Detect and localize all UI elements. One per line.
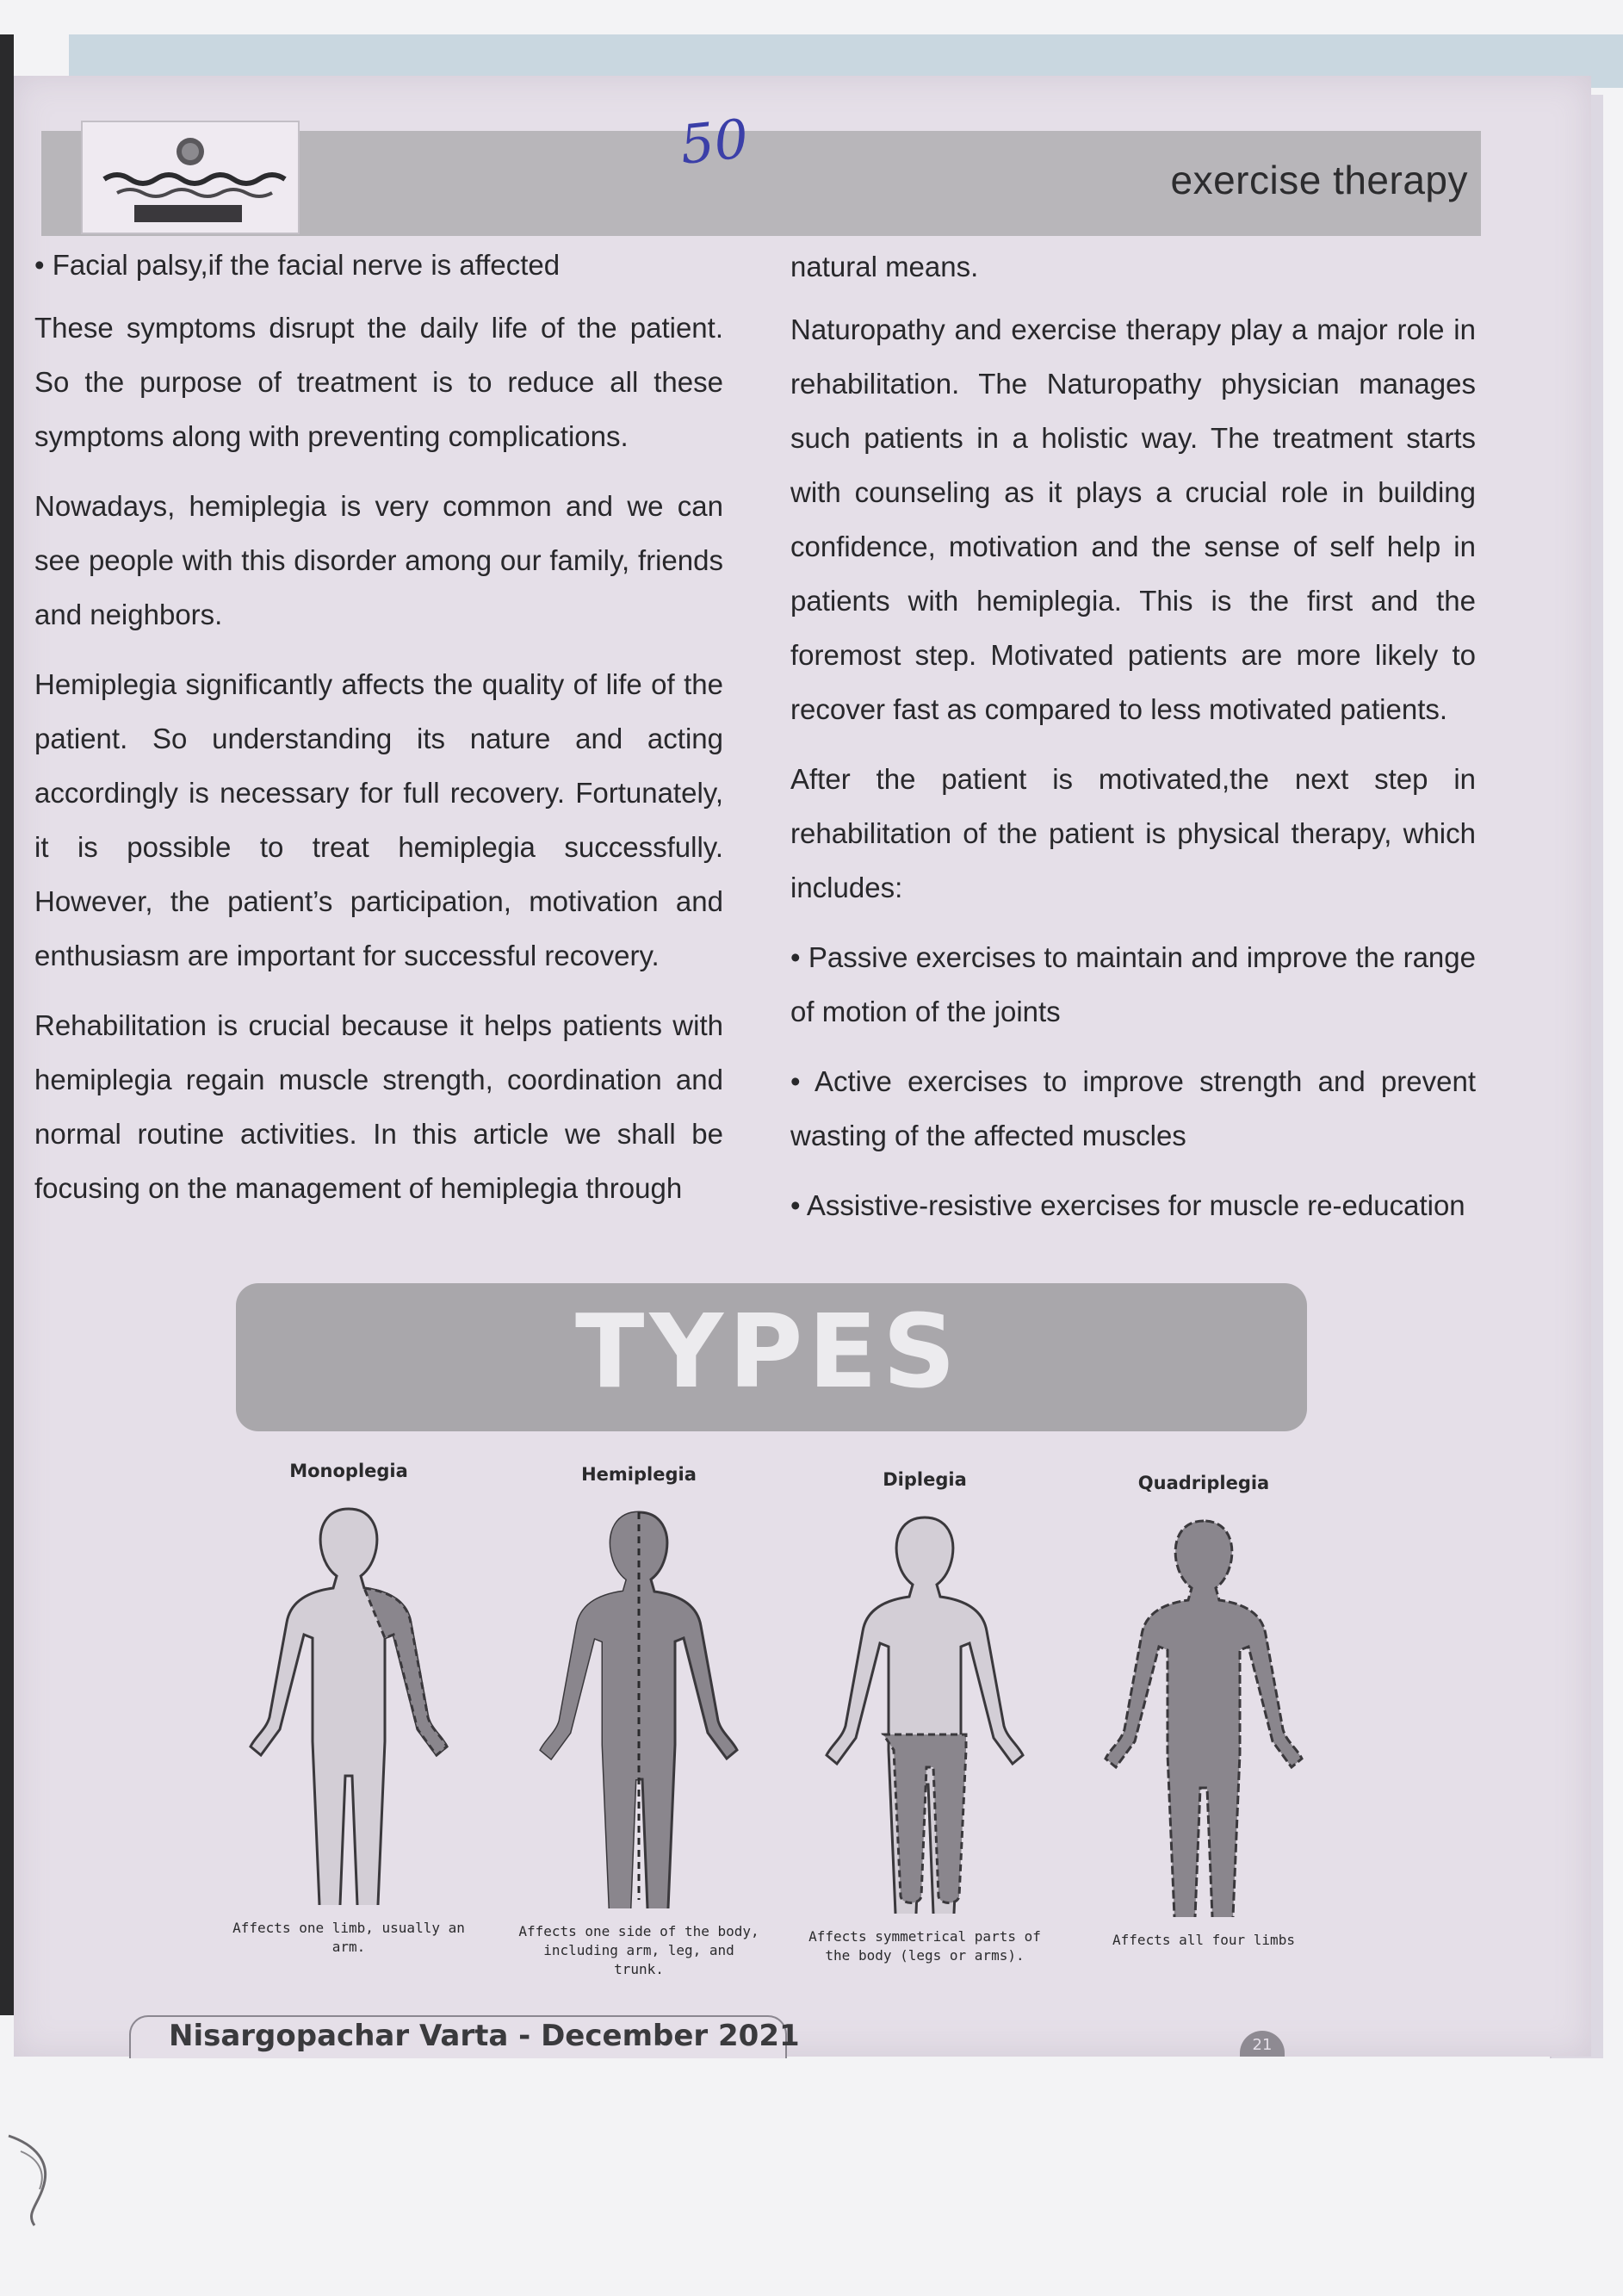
figure-caption: Affects symmetrical parts of the body (legs or arms). bbox=[808, 1928, 1041, 1964]
figure-caption: Affects all four limbs bbox=[1112, 1932, 1295, 1948]
paper-curl-icon bbox=[0, 2127, 95, 2231]
body-diagram-monoplegia bbox=[237, 1500, 461, 1905]
section-title: exercise therapy bbox=[1170, 158, 1468, 202]
body-diagram-hemiplegia bbox=[527, 1504, 751, 1908]
list-item: • Active exercises to improve strength and prevent wasting of the affected muscles bbox=[790, 1054, 1476, 1163]
list-item: • Passive exercises to maintain and improve the range of motion of the joints bbox=[790, 930, 1476, 1039]
body-diagram-diplegia bbox=[813, 1509, 1037, 1914]
page-number: 21 bbox=[1240, 2031, 1285, 2057]
publication-footer: Nisargopachar Varta - December 2021 bbox=[169, 2019, 800, 2053]
paragraph: Nowadays, hemiplegia is very common and we can see people with this disorder among our family, friends and neighbors. bbox=[34, 490, 723, 630]
figure-label: Hemiplegia bbox=[581, 1464, 697, 1485]
figure-label: Monoplegia bbox=[289, 1461, 408, 1481]
figure-caption: Affects one limb, usually an arm. bbox=[232, 1920, 465, 1955]
types-title: TYPES bbox=[575, 1292, 962, 1411]
figure-monoplegia bbox=[228, 1461, 469, 1957]
list-item: • Assistive-resistive exercises for muscle re-education bbox=[790, 1178, 1476, 1232]
figure-quadriplegia bbox=[1083, 1473, 1324, 1950]
figure-caption: Affects one side of the body, including arm, leg, and trunk. bbox=[518, 1923, 759, 1977]
binding-edge bbox=[0, 34, 14, 2015]
figure-diplegia bbox=[804, 1469, 1045, 1965]
paragraph: After the patient is motivated,the next step in rehabilitation of the patient is physical therapy, which includes: bbox=[790, 763, 1476, 903]
paragraph: Hemiplegia significantly affects the quality of life of the patient. So understanding its nature and acting accordingly is necessary for full recovery. Fortunately, it is possible to treat hemiplegia successfully. However, the patient’s participation, motivation and enthusiasm are important for successful recovery. bbox=[34, 668, 723, 971]
magazine-logo bbox=[81, 121, 300, 234]
paragraph: These symptoms disrupt the daily life of the patient. So the purpose of treatment is to reduce all these symptoms along with preventing complications. bbox=[34, 312, 723, 452]
figure-label: Diplegia bbox=[883, 1469, 967, 1490]
left-column bbox=[34, 238, 723, 1231]
sun-waves-icon bbox=[83, 122, 298, 233]
right-column bbox=[790, 239, 1476, 1248]
figure-label: Quadriplegia bbox=[1137, 1473, 1270, 1493]
paragraph: natural means. bbox=[790, 251, 979, 282]
list-item: • Facial palsy,if the facial nerve is affected bbox=[34, 238, 723, 292]
handwritten-page-mark: 50 bbox=[677, 107, 752, 177]
paragraph: Rehabilitation is crucial because it helps patients with hemiplegia regain muscle strength, coordination and normal routine activities. In this article we shall be focusing on the management of hemiplegia through bbox=[34, 1009, 723, 1204]
body-diagram-quadriplegia bbox=[1092, 1512, 1316, 1917]
figure-hemiplegia bbox=[518, 1464, 759, 1979]
paragraph: Naturopathy and exercise therapy play a major role in rehabilitation. The Naturopathy physician manages such patients in a holistic way. The treatment starts with counseling as it plays a crucial role in building confidence, motivation and the sense of self help in patients with hemiplegia. This is the first and the foremost step. Motivated patients are more likely to recover fast as compared to less motivated patients. bbox=[790, 313, 1476, 725]
